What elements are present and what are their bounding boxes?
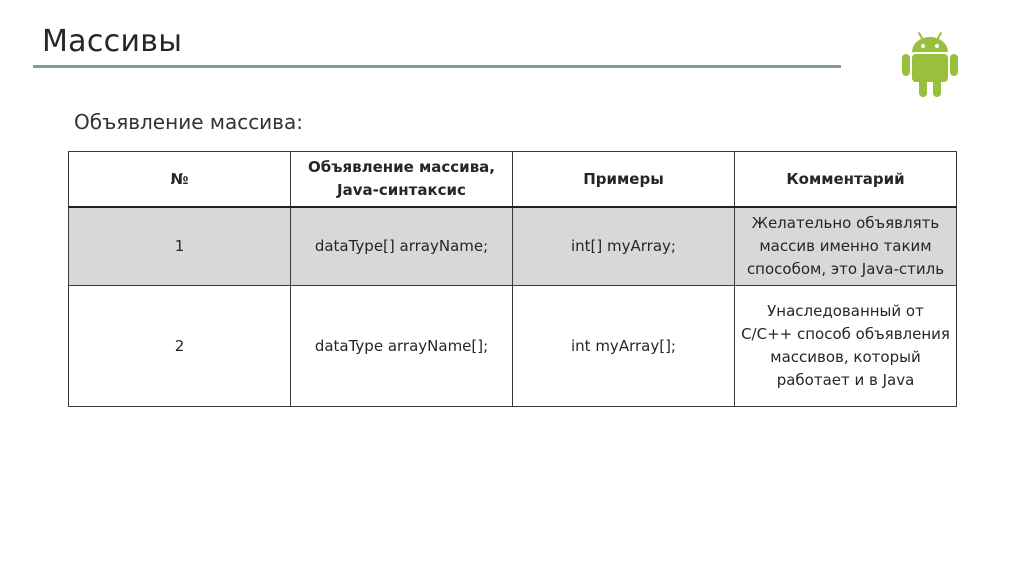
row-example: int myArray[]; (513, 286, 735, 407)
row-example: int[] myArray; (513, 207, 735, 286)
header-declaration: Объявление массива, Java-синтаксис (291, 152, 513, 208)
section-subtitle: Объявление массива: (74, 110, 303, 134)
row-declaration: dataType arrayName[]; (291, 286, 513, 407)
row-comment: Желательно объявлять массив именно таким способом, это Java-стиль (735, 207, 957, 286)
table-header-row (69, 152, 957, 208)
array-declaration-table (68, 151, 957, 407)
title-underline (33, 65, 841, 68)
header-examples: Примеры (513, 152, 735, 208)
header-number: № (69, 152, 291, 208)
table-row (69, 286, 957, 407)
header-comment: Комментарий (735, 152, 957, 208)
row-number: 1 (69, 207, 291, 286)
slide-title: Массивы (42, 24, 183, 59)
row-comment: Унаследованный от C/C++ способ объявления массивов, который работает и в Java (735, 286, 957, 407)
row-declaration: dataType[] arrayName; (291, 207, 513, 286)
table-row (69, 207, 957, 286)
row-number: 2 (69, 286, 291, 407)
android-icon (900, 30, 960, 98)
